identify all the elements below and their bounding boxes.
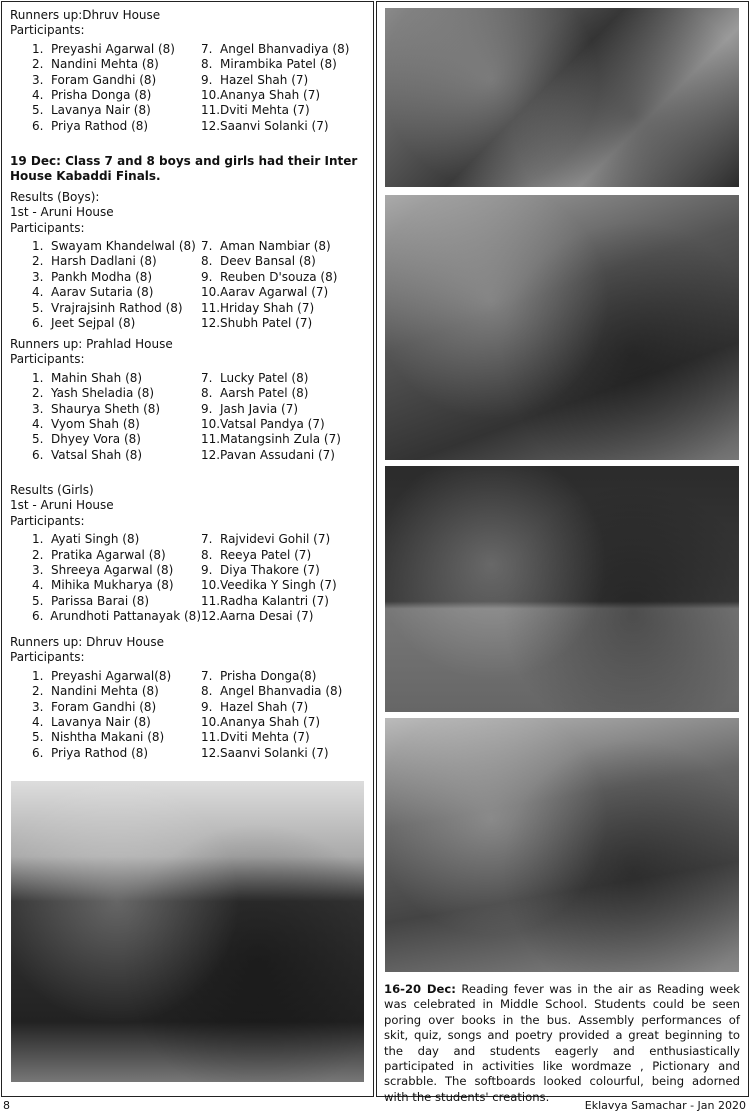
list-item: 4. Aarav Sutaria (8)	[32, 285, 154, 300]
list-item: 7. Aman Nambiar (8)	[201, 239, 331, 254]
list-item: 5. Lavanya Nair (8)	[32, 103, 151, 118]
section-line: Participants:	[10, 352, 85, 367]
participant-name: Swayam Khandelwal (8)	[51, 239, 196, 254]
list-item: 6. Priya Rathod (8)	[32, 118, 149, 133]
page-number: 8	[3, 1099, 10, 1112]
list-item: 7. Rajvidevi Gohil (7)	[201, 532, 331, 547]
participant-name: Aarav Sutaria (8)	[51, 285, 154, 300]
list-item: 2. Yash Sheladia (8)	[32, 386, 155, 401]
participants-list	[32, 532, 370, 624]
list-item: 12. Aarna Desai (7)	[201, 609, 314, 624]
list-item: 4. Vyom Shah (8)	[32, 416, 140, 431]
section-line: Participants:	[10, 650, 85, 665]
list-item: 1. Mahin Shah (8)	[32, 370, 143, 385]
participant-name: Foram Gandhi (8)	[51, 699, 157, 714]
results-section	[10, 8, 370, 134]
section-line: Runners up: Prahlad House	[10, 337, 173, 351]
participant-name: Jash Javia (7)	[220, 401, 299, 416]
photo-students-playing-scrabble	[385, 718, 739, 972]
list-item: 12. Pavan Assudani (7)	[201, 447, 335, 462]
list-item: 11. Dviti Mehta (7)	[201, 103, 310, 118]
list-item: 5. Vrajrajsinh Rathod (8)	[32, 300, 183, 315]
participant-name: Diya Thakore (7)	[220, 563, 320, 577]
photo-boys-with-prizes	[385, 8, 739, 187]
list-item: 6. Priya Rathod (8)	[32, 745, 149, 760]
participant-name: Preyashi Agarwal (8)	[51, 41, 175, 56]
list-item: 9. Jash Javia (7)	[201, 401, 299, 416]
list-item: 3. Foram Gandhi (8)	[32, 699, 157, 714]
list-item: 6. Arundhoti Pattanayak (8)	[32, 609, 201, 624]
list-item: 8. Aarsh Patel (8)	[201, 386, 309, 401]
list-item: 4. Prisha Donga (8)	[32, 87, 152, 102]
participant-name: Aarna Desai (7)	[220, 609, 314, 624]
reading-week-paragraph	[384, 982, 740, 1105]
participant-name: Hazel Shah (7)	[220, 699, 309, 714]
section-line: 1st - Aruni House	[10, 205, 114, 220]
list-item: 11. Radha Kalantri (7)	[201, 593, 329, 608]
list-item: 10. Ananya Shah (7)	[201, 714, 321, 729]
participant-name: Vatsal Pandya (7)	[220, 416, 325, 431]
list-item: 9. Diya Thakore (7)	[201, 563, 320, 577]
participant-name: Pavan Assudani (7)	[220, 447, 335, 462]
participant-name: Arundhoti Pattanayak (8)	[50, 609, 201, 624]
list-item: 7. Lucky Patel (8)	[201, 370, 309, 385]
section-line: Participants:	[10, 23, 85, 38]
participant-name: Reeya Patel (7)	[220, 547, 312, 562]
participant-name: Lucky Patel (8)	[220, 370, 309, 385]
participant-name: Ananya Shah (7)	[220, 714, 321, 729]
list-item: 8. Deev Bansal (8)	[201, 254, 316, 269]
list-item: 1. Preyashi Agarwal (8)	[32, 41, 175, 56]
reading-week-text: Reading fever was in the air as Reading week was celebrated in Middle School. Students could be seen poring over books in the bus. Assembly performances of skit, quiz, songs and poetry provided a great beginning to the day and students eagerly and enthusiastically participated in activities like wordmaze , Pictionary and scrabble. The softboards looked colourful, being adorned with the students' creations.	[384, 982, 740, 1104]
participant-name: Nishtha Makani (8)	[51, 730, 165, 745]
participant-name: Matangsinh Zula (7)	[220, 432, 341, 447]
participant-name: Radha Kalantri (7)	[220, 593, 329, 608]
participant-name: Vatsal Shah (8)	[51, 447, 143, 462]
participant-name: Pratika Agarwal (8)	[51, 547, 166, 562]
participant-name: Rajvidevi Gohil (7)	[220, 532, 331, 547]
list-item: 3. Pankh Modha (8)	[32, 269, 153, 284]
participant-name: Mahin Shah (8)	[51, 370, 143, 385]
participant-name: Jeet Sejpal (8)	[51, 315, 136, 330]
list-item: 7. Prisha Donga(8)	[201, 668, 317, 683]
list-item: 10. Aarav Agarwal (7)	[201, 285, 329, 300]
results-section	[10, 154, 370, 331]
list-item: 10. Ananya Shah (7)	[201, 87, 321, 102]
participant-name: Ananya Shah (7)	[220, 87, 321, 102]
list-item: 5. Nishtha Makani (8)	[32, 730, 165, 745]
participant-name: Prisha Donga(8)	[220, 668, 317, 683]
participant-name: Aarsh Patel (8)	[220, 386, 309, 401]
participant-name: Aman Nambiar (8)	[220, 239, 331, 254]
participant-name: Dviti Mehta (7)	[220, 730, 310, 745]
participant-name: Shaurya Sheth (8)	[51, 401, 161, 416]
participant-name: Veedika Y Singh (7)	[220, 578, 337, 593]
participant-name: Dviti Mehta (7)	[220, 103, 310, 118]
participant-name: Nandini Mehta (8)	[51, 684, 159, 699]
list-item: 1. Swayam Khandelwal (8)	[32, 239, 196, 254]
list-item: 11. Hriday Shah (7)	[201, 300, 315, 315]
list-item: 3. Foram Gandhi (8)	[32, 72, 157, 87]
participant-name: Saanvi Solanki (7)	[220, 118, 329, 133]
list-item: 8. Angel Bhanvadia (8)	[201, 684, 343, 699]
list-item: 5. Dhyey Vora (8)	[32, 432, 141, 447]
list-item: 12. Saanvi Solanki (7)	[201, 118, 329, 133]
list-item: 6. Vatsal Shah (8)	[32, 447, 143, 462]
participant-name: Angel Bhanvadia (8)	[220, 684, 343, 699]
participant-name: Hazel Shah (7)	[220, 72, 309, 87]
section-line: Results (Boys):	[10, 189, 100, 204]
section-heading: 19 Dec: Class 7 and 8 boys and girls had their Inter House Kabaddi Finals.	[10, 154, 358, 184]
participants-list	[32, 371, 370, 463]
participant-name: Nandini Mehta (8)	[51, 57, 159, 72]
publication-footer: Eklavya Samachar - Jan 2020	[584, 1099, 746, 1112]
participant-name: Harsh Dadlani (8)	[51, 254, 157, 269]
list-item: 3. Shaurya Sheth (8)	[32, 401, 161, 416]
list-item: 8. Mirambika Patel (8)	[201, 57, 337, 72]
participant-name: Lavanya Nair (8)	[51, 103, 151, 118]
participants-list	[32, 42, 370, 134]
participant-name: Yash Sheladia (8)	[51, 386, 155, 401]
list-item: 8. Reeya Patel (7)	[201, 547, 312, 562]
participants-list	[32, 239, 370, 331]
list-item: 9. Reuben D'souza (8)	[201, 269, 338, 284]
results-section	[10, 483, 370, 625]
list-item: 11. Matangsinh Zula (7)	[201, 432, 341, 447]
photo-boys-playing-scrabble	[385, 195, 739, 460]
photo-girl-at-blackboard	[385, 466, 739, 712]
participant-name: Vrajrajsinh Rathod (8)	[51, 300, 183, 315]
section-line: Runners up: Dhruv House	[10, 635, 164, 649]
list-item: 10. Veedika Y Singh (7)	[201, 578, 337, 593]
participant-name: Foram Gandhi (8)	[51, 72, 157, 87]
photo-skit-performance	[11, 781, 364, 1082]
participant-name: Deev Bansal (8)	[220, 254, 316, 269]
list-item: 9. Hazel Shah (7)	[201, 699, 309, 714]
list-item: 2. Pratika Agarwal (8)	[32, 547, 166, 562]
section-line: Runners up:Dhruv House	[10, 8, 161, 22]
participant-name: Saanvi Solanki (7)	[220, 745, 329, 760]
participant-name: Mirambika Patel (8)	[220, 57, 337, 72]
list-item: 12. Saanvi Solanki (7)	[201, 745, 329, 760]
list-item: 3. Shreeya Agarwal (8)	[32, 563, 174, 577]
list-item: 4. Lavanya Nair (8)	[32, 714, 151, 729]
participant-name: Priya Rathod (8)	[51, 118, 149, 133]
list-item: 11. Dviti Mehta (7)	[201, 730, 310, 745]
list-item: 2. Nandini Mehta (8)	[32, 57, 159, 72]
participants-list	[32, 669, 370, 761]
participant-name: Vyom Shah (8)	[51, 416, 140, 431]
participant-name: Parissa Barai (8)	[51, 593, 150, 608]
participant-name: Mihika Mukharya (8)	[51, 578, 174, 593]
list-item: 4. Mihika Mukharya (8)	[32, 578, 174, 593]
participant-name: Prisha Donga (8)	[51, 87, 152, 102]
participant-name: Ayati Singh (8)	[51, 532, 140, 547]
participant-name: Pankh Modha (8)	[51, 269, 153, 284]
participant-name: Lavanya Nair (8)	[51, 714, 151, 729]
participant-name: Shubh Patel (7)	[220, 315, 313, 330]
list-item: 7. Angel Bhanvadiya (8)	[201, 41, 350, 56]
reading-week-lead: 16-20 Dec:	[384, 982, 456, 996]
results-section	[10, 635, 370, 761]
section-line: Results (Girls)	[10, 483, 94, 497]
list-item: 10. Vatsal Pandya (7)	[201, 416, 325, 431]
participant-name: Priya Rathod (8)	[51, 745, 149, 760]
list-item: 5. Parissa Barai (8)	[32, 593, 150, 608]
list-item: 6. Jeet Sejpal (8)	[32, 315, 136, 330]
results-section	[10, 337, 370, 463]
list-item: 2. Harsh Dadlani (8)	[32, 254, 157, 269]
participant-name: Angel Bhanvadiya (8)	[220, 41, 350, 56]
list-item: 1. Ayati Singh (8)	[32, 532, 140, 547]
participant-name: Shreeya Agarwal (8)	[51, 563, 174, 577]
participant-name: Reuben D'souza (8)	[220, 269, 338, 284]
participant-name: Aarav Agarwal (7)	[220, 285, 329, 300]
section-line: Participants:	[10, 220, 85, 235]
participant-name: Preyashi Agarwal(8)	[51, 668, 172, 683]
section-line: Participants:	[10, 513, 85, 528]
participant-name: Hriday Shah (7)	[220, 300, 315, 315]
section-line: 1st - Aruni House	[10, 498, 114, 513]
participant-name: Dhyey Vora (8)	[51, 432, 141, 447]
list-item: 2. Nandini Mehta (8)	[32, 684, 159, 699]
list-item: 1. Preyashi Agarwal(8)	[32, 668, 172, 683]
list-item: 12. Shubh Patel (7)	[201, 315, 313, 330]
list-item: 9. Hazel Shah (7)	[201, 72, 309, 87]
